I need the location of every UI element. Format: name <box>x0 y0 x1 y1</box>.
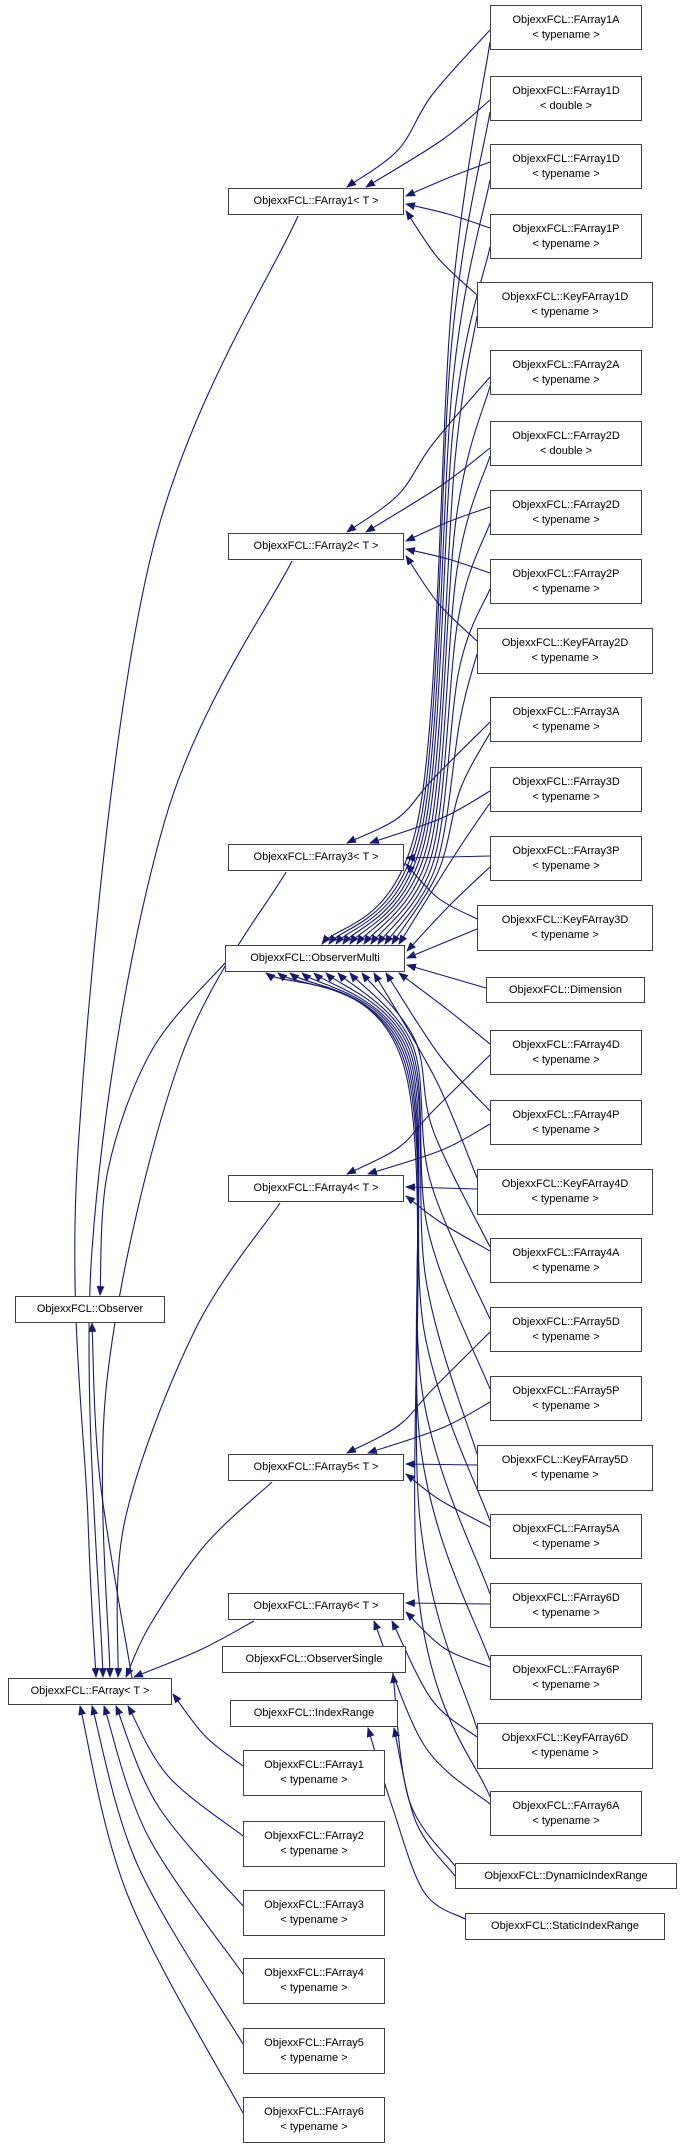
node-farray5p[interactable] <box>490 1376 642 1421</box>
node-label: ObjexxFCL::FArray5D <box>512 1315 620 1328</box>
node-label: ObjexxFCL::Dimension <box>508 983 623 996</box>
node-farray4d[interactable] <box>490 1030 642 1075</box>
edge-farray2-tn-to-farray-t <box>128 1706 243 1836</box>
node-farray1a[interactable] <box>490 5 642 50</box>
edge-farray1d-double-to-farray1-t <box>366 100 490 187</box>
node-label: ObjexxFCL::FArray2P <box>512 567 620 580</box>
node-farray1-tn[interactable] <box>243 1750 385 1796</box>
node-label: ObjexxFCL::FArray2D <box>512 429 620 442</box>
node-farray2-tn[interactable] <box>243 1821 385 1867</box>
node-farray3-tn[interactable] <box>243 1890 385 1936</box>
node-farray6p[interactable] <box>490 1655 642 1700</box>
edge-farray5-tn-to-farray-t <box>92 1706 243 2044</box>
edge-farray3-t-to-farray-t <box>102 872 286 1677</box>
node-label: < typename > <box>531 1193 599 1205</box>
node-label: < typename > <box>531 1747 599 1759</box>
node-label: ObjexxFCL::FArray2 <box>264 1830 364 1842</box>
edge-farray4p-to-farray4-t <box>368 1124 490 1174</box>
node-label: < typename > <box>280 1845 348 1857</box>
node-label: < double > <box>540 444 592 457</box>
node-label: ObjexxFCL::FArray5A <box>512 1522 620 1535</box>
node-label: < typename > <box>532 859 600 872</box>
node-label: ObjexxFCL::FArray2A <box>512 358 620 371</box>
node-label: < typename > <box>280 2052 348 2064</box>
edge-farray3a-to-farray3-t <box>347 722 490 843</box>
node-label: < typename > <box>532 790 600 803</box>
node-label: ObjexxFCL::FArray5P <box>512 1384 620 1397</box>
node-farray2p[interactable] <box>490 559 642 604</box>
node-label: ObjexxFCL::FArray3< T > <box>253 851 379 863</box>
node-observermulti[interactable] <box>225 945 405 972</box>
edge-farray6p-to-farray6-t <box>406 1612 490 1667</box>
node-label: ObjexxFCL::FArray1 <box>264 1759 364 1771</box>
node-label: < typename > <box>531 652 599 664</box>
node-label: ObjexxFCL::KeyFArray6D <box>501 1732 629 1744</box>
node-farray4-tn[interactable] <box>243 1958 385 2004</box>
edge-keyfarray3d-to-observermulti <box>407 929 477 958</box>
node-label: ObjexxFCL::IndexRange <box>253 1707 375 1719</box>
edge-farray1p-to-farray1-t <box>406 204 490 228</box>
node-farray2d-double[interactable] <box>490 421 642 466</box>
node-label: ObjexxFCL::StaticIndexRange <box>491 1920 639 1932</box>
edge-farray6d-to-observermulti <box>302 973 490 1594</box>
node-label: ObjexxFCL::Observer <box>36 1303 144 1315</box>
node-label: < typename > <box>532 1537 600 1550</box>
node-label: ObjexxFCL::ObserverSingle <box>245 1653 383 1665</box>
node-label: < typename > <box>532 720 600 733</box>
edge-dynamicindexrange-to-indexrange <box>394 1728 455 1876</box>
node-label: < typename > <box>532 1330 600 1343</box>
node-label: ObjexxFCL::ObserverMulti <box>250 952 380 964</box>
node-farray6-tn[interactable] <box>243 2097 385 2143</box>
node-label: ObjexxFCL::KeyFArray2D <box>501 637 629 649</box>
node-label: ObjexxFCL::FArray6< T > <box>253 1600 379 1612</box>
node-label: < typename > <box>280 1774 348 1786</box>
node-label: < typename > <box>532 167 600 180</box>
node-label: < typename > <box>532 582 600 595</box>
node-keyfarray5d[interactable] <box>477 1445 653 1491</box>
node-farray4p[interactable] <box>490 1100 642 1145</box>
node-label: ObjexxFCL::FArray1P <box>512 222 620 235</box>
node-farray5d[interactable] <box>490 1307 642 1352</box>
edge-keyfarray2d-to-observermulti <box>385 654 477 944</box>
node-staticindexrange[interactable] <box>465 1913 665 1940</box>
node-farray5-t[interactable] <box>228 1454 404 1481</box>
edge-observermulti-to-observer <box>100 963 225 1295</box>
edge-farray6p-to-observermulti <box>290 973 490 1661</box>
node-label: < typename > <box>532 1261 600 1274</box>
node-label: < typename > <box>532 1678 600 1691</box>
edge-farray4d-to-observermulti <box>399 973 490 1044</box>
edge-farray2d-double-to-farray2-t <box>366 448 490 532</box>
node-label: < typename > <box>280 1982 348 1994</box>
node-label: ObjexxFCL::FArray< T > <box>30 1685 150 1697</box>
node-farray4-t[interactable] <box>228 1175 404 1202</box>
node-label: ObjexxFCL::FArray4A <box>512 1246 620 1259</box>
node-label: < typename > <box>532 28 600 41</box>
node-farray1p[interactable] <box>490 214 642 259</box>
node-label: < typename > <box>532 373 600 386</box>
node-label: < typename > <box>531 929 599 941</box>
node-label: ObjexxFCL::FArray1D <box>512 84 620 97</box>
node-farray5a[interactable] <box>490 1514 642 1559</box>
edge-farray1d-to-farray1-t <box>406 162 490 196</box>
node-label: < typename > <box>532 1814 600 1827</box>
node-label: < typename > <box>280 2121 348 2133</box>
node-label: < typename > <box>532 237 600 250</box>
node-farray3d[interactable] <box>490 767 642 812</box>
edge-keyfarray1d-to-farray1-t <box>406 211 477 295</box>
node-label: ObjexxFCL::KeyFArray5D <box>501 1454 629 1466</box>
node-observer[interactable] <box>15 1296 165 1323</box>
node-label: < typename > <box>532 1606 600 1619</box>
node-farray4a[interactable] <box>490 1238 642 1283</box>
edge-farray6d-to-farray6-t <box>406 1603 490 1604</box>
node-label: < typename > <box>532 1123 600 1136</box>
edge-dimension-to-observermulti <box>407 965 486 988</box>
node-label: ObjexxFCL::FArray6D <box>512 1591 620 1604</box>
edge-keyfarray5d-to-observermulti <box>326 973 477 1454</box>
node-label: < typename > <box>280 1914 348 1926</box>
node-keyfarray1d[interactable] <box>477 282 653 328</box>
node-farray3p[interactable] <box>490 836 642 881</box>
node-label: ObjexxFCL::DynamicIndexRange <box>484 1869 648 1882</box>
node-label: ObjexxFCL::FArray1D <box>512 152 620 165</box>
edge-farray3p-to-farray3-t <box>406 856 490 858</box>
node-keyfarray2d[interactable] <box>477 628 653 674</box>
node-dynamicindexrange[interactable] <box>455 1863 677 1889</box>
node-farray6d[interactable] <box>490 1583 642 1628</box>
edge-farray4a-to-observermulti <box>362 973 490 1247</box>
node-label: ObjexxFCL::FArray4P <box>512 1108 620 1121</box>
node-label: ObjexxFCL::FArray3 <box>264 1899 364 1911</box>
node-label: < typename > <box>532 1399 600 1412</box>
node-farray1d-double[interactable] <box>490 76 642 121</box>
node-farray5-tn[interactable] <box>243 2028 385 2074</box>
edge-farray2p-to-observermulti <box>378 589 490 944</box>
node-farray6-t[interactable] <box>228 1593 404 1620</box>
edge-farray-t-to-observer <box>92 1323 132 1678</box>
node-farray3a[interactable] <box>490 697 642 742</box>
node-farray-t[interactable] <box>8 1678 172 1705</box>
node-farray3-t[interactable] <box>228 844 404 871</box>
node-label: < typename > <box>531 306 599 318</box>
node-dimension[interactable] <box>486 977 645 1003</box>
edge-farray1a-to-observermulti <box>322 42 490 944</box>
node-farray2-t[interactable] <box>228 533 404 560</box>
node-observersingle[interactable] <box>222 1646 406 1673</box>
node-keyfarray3d[interactable] <box>477 905 653 951</box>
node-farray2a[interactable] <box>490 350 642 395</box>
node-label: ObjexxFCL::FArray4 <box>264 1967 364 1979</box>
node-farray1d[interactable] <box>490 144 642 189</box>
node-label: ObjexxFCL::FArray5< T > <box>253 1461 379 1473</box>
edge-farray4-tn-to-farray-t <box>104 1706 243 1974</box>
node-farray1-t[interactable] <box>228 188 404 215</box>
node-farray2d[interactable] <box>490 490 642 535</box>
node-label: ObjexxFCL::FArray3D <box>512 775 620 788</box>
node-label: ObjexxFCL::FArray6 <box>264 2106 364 2118</box>
node-label: ObjexxFCL::FArray6A <box>512 1799 620 1812</box>
node-keyfarray6d[interactable] <box>477 1723 653 1769</box>
node-indexrange[interactable] <box>230 1700 398 1727</box>
node-label: ObjexxFCL::FArray4< T > <box>253 1182 379 1194</box>
node-label: ObjexxFCL::KeyFArray3D <box>501 914 629 926</box>
node-label: ObjexxFCL::FArray5 <box>264 2037 364 2049</box>
node-farray6a[interactable] <box>490 1791 642 1836</box>
node-label: ObjexxFCL::FArray3P <box>512 844 620 857</box>
node-label: ObjexxFCL::FArray3A <box>512 705 620 718</box>
edge-farray1d-to-observermulti <box>336 180 490 944</box>
node-label: < double > <box>540 99 592 112</box>
node-label: ObjexxFCL::FArray2D <box>512 498 620 511</box>
node-label: ObjexxFCL::KeyFArray4D <box>501 1178 629 1190</box>
node-label: < typename > <box>532 1053 600 1066</box>
node-keyfarray4d[interactable] <box>477 1169 653 1215</box>
node-label: ObjexxFCL::FArray2< T > <box>253 540 379 552</box>
node-label: < typename > <box>531 1469 599 1481</box>
node-label: ObjexxFCL::KeyFArray1D <box>501 291 629 303</box>
node-label: < typename > <box>532 513 600 526</box>
node-label: ObjexxFCL::FArray1A <box>512 13 620 26</box>
node-label: ObjexxFCL::FArray6P <box>512 1663 620 1676</box>
node-label: ObjexxFCL::FArray4D <box>512 1038 620 1051</box>
node-label: ObjexxFCL::FArray1< T > <box>253 195 379 207</box>
